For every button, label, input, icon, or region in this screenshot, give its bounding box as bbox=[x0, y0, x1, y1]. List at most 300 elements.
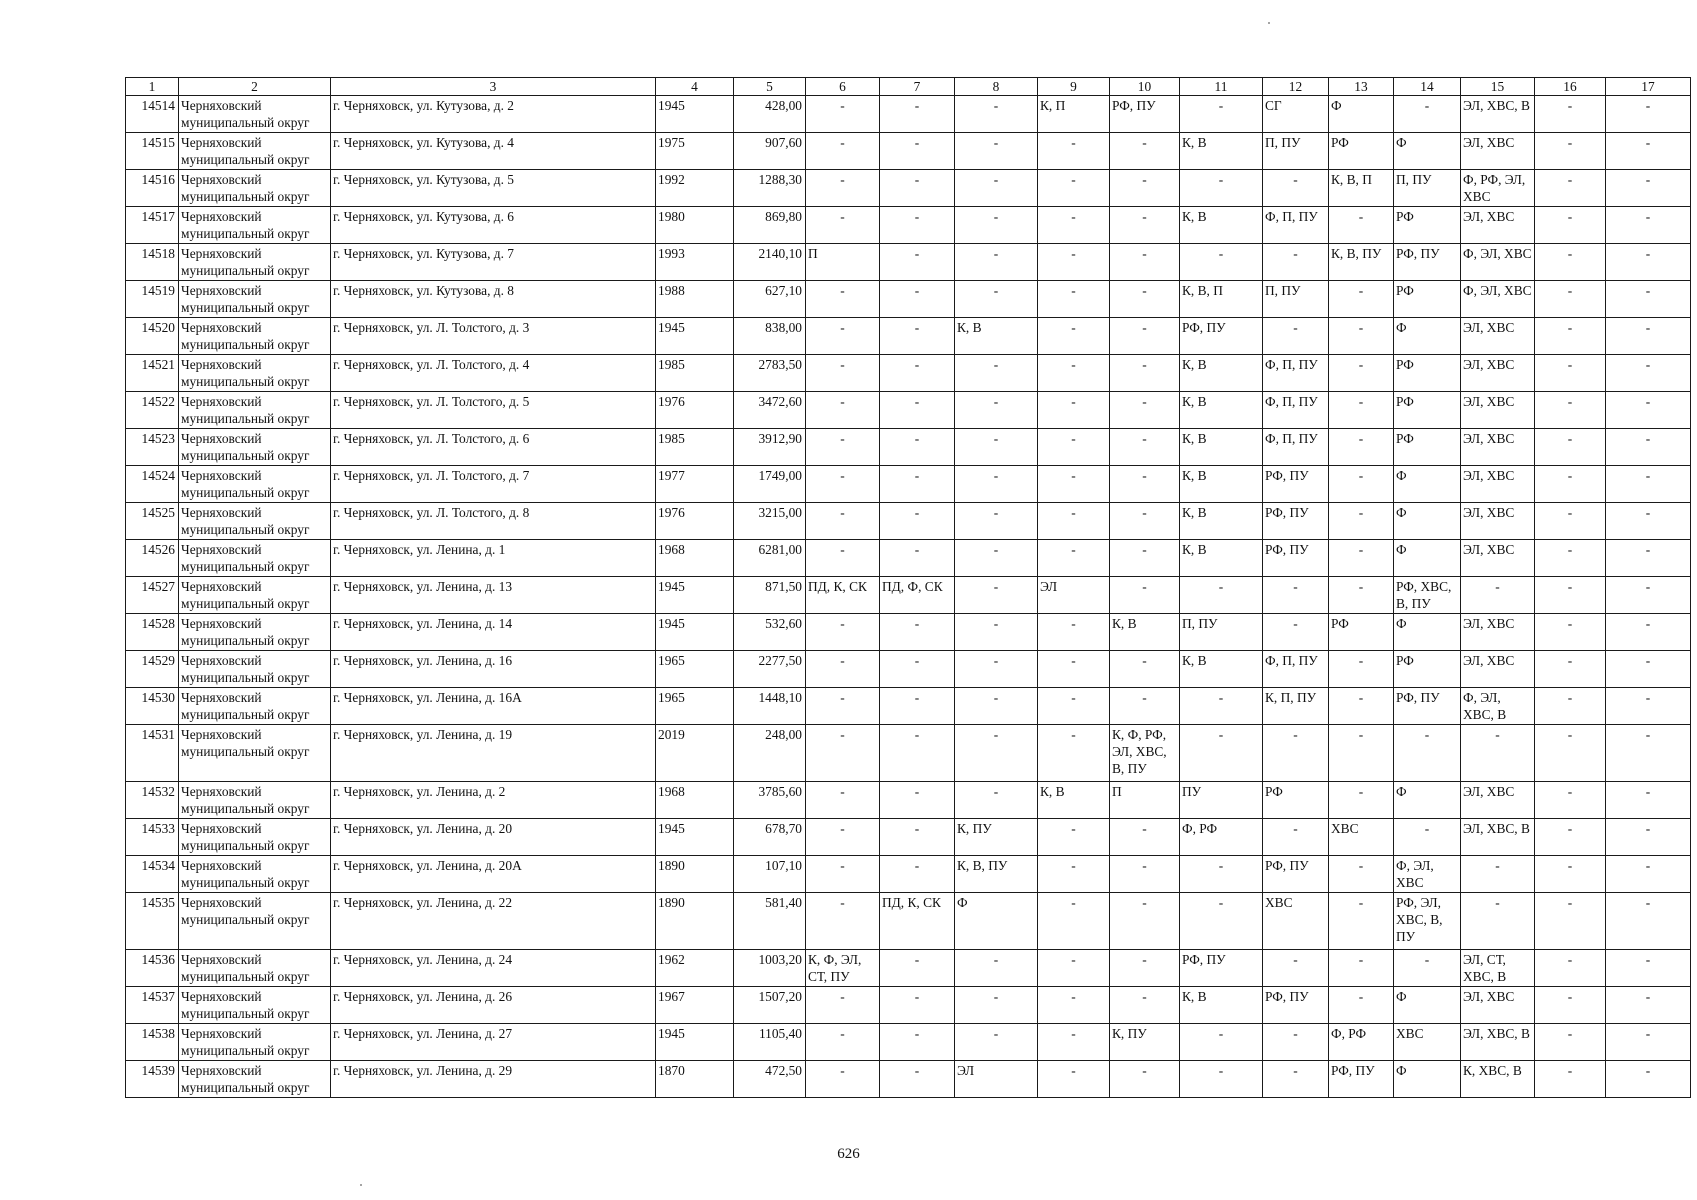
cell-c11: - bbox=[1180, 1024, 1263, 1061]
cell-district: Черняховский муниципальный округ bbox=[179, 429, 331, 466]
cell-c16: - bbox=[1535, 1024, 1606, 1061]
cell-district: Черняховский муниципальный округ bbox=[179, 1061, 331, 1098]
cell-year: 1965 bbox=[656, 688, 734, 725]
cell-id: 14521 bbox=[126, 355, 179, 392]
cell-c15: Ф, ЭЛ, ХВС bbox=[1461, 281, 1535, 318]
cell-year: 1945 bbox=[656, 318, 734, 355]
cell-id: 14538 bbox=[126, 1024, 179, 1061]
cell-district: Черняховский муниципальный округ bbox=[179, 318, 331, 355]
cell-c7: - bbox=[880, 318, 955, 355]
cell-c10: - bbox=[1110, 950, 1180, 987]
cell-c10: - bbox=[1110, 688, 1180, 725]
cell-c6: - bbox=[806, 207, 880, 244]
cell-id: 14514 bbox=[126, 96, 179, 133]
cell-c15: ЭЛ, ХВС, В bbox=[1461, 96, 1535, 133]
cell-c10: К, ПУ bbox=[1110, 1024, 1180, 1061]
cell-c15: - bbox=[1461, 893, 1535, 950]
cell-c13: - bbox=[1329, 207, 1394, 244]
cell-c10: - bbox=[1110, 170, 1180, 207]
cell-c7: - bbox=[880, 1024, 955, 1061]
cell-c11: - bbox=[1180, 1061, 1263, 1098]
cell-c6: - bbox=[806, 725, 880, 782]
table-row bbox=[126, 725, 1691, 782]
column-header-14: 14 bbox=[1394, 78, 1461, 96]
table-header bbox=[126, 78, 1691, 96]
cell-c6: ПД, К, СК bbox=[806, 577, 880, 614]
cell-c8: - bbox=[955, 950, 1038, 987]
cell-area: 428,00 bbox=[734, 96, 806, 133]
cell-c8: - bbox=[955, 614, 1038, 651]
cell-c15: - bbox=[1461, 725, 1535, 782]
cell-c15: ЭЛ, ХВС bbox=[1461, 782, 1535, 819]
cell-c8: - bbox=[955, 688, 1038, 725]
cell-district: Черняховский муниципальный округ bbox=[179, 392, 331, 429]
cell-c7: - bbox=[880, 207, 955, 244]
cell-c9: - bbox=[1038, 987, 1110, 1024]
cell-c11: Ф, РФ bbox=[1180, 819, 1263, 856]
cell-c9: - bbox=[1038, 688, 1110, 725]
cell-area: 678,70 bbox=[734, 819, 806, 856]
cell-c12: Ф, П, ПУ bbox=[1263, 392, 1329, 429]
cell-c9: К, П bbox=[1038, 96, 1110, 133]
cell-year: 1968 bbox=[656, 782, 734, 819]
cell-c11: - bbox=[1180, 244, 1263, 281]
cell-c7: - bbox=[880, 819, 955, 856]
cell-c16: - bbox=[1535, 429, 1606, 466]
cell-c6: - bbox=[806, 281, 880, 318]
cell-c6: - bbox=[806, 392, 880, 429]
cell-c15: ЭЛ, ХВС bbox=[1461, 614, 1535, 651]
cell-c11: - bbox=[1180, 96, 1263, 133]
cell-c11: - bbox=[1180, 725, 1263, 782]
cell-c16: - bbox=[1535, 1061, 1606, 1098]
cell-id: 14518 bbox=[126, 244, 179, 281]
cell-area: 1003,20 bbox=[734, 950, 806, 987]
cell-c15: ЭЛ, ХВС bbox=[1461, 987, 1535, 1024]
cell-id: 14535 bbox=[126, 893, 179, 950]
cell-id: 14539 bbox=[126, 1061, 179, 1098]
cell-c9: - bbox=[1038, 170, 1110, 207]
cell-id: 14523 bbox=[126, 429, 179, 466]
column-header-4: 4 bbox=[656, 78, 734, 96]
cell-year: 1890 bbox=[656, 856, 734, 893]
cell-c17: - bbox=[1606, 318, 1691, 355]
cell-c15: ЭЛ, ХВС bbox=[1461, 355, 1535, 392]
cell-c7: - bbox=[880, 614, 955, 651]
cell-c7: ПД, Ф, СК bbox=[880, 577, 955, 614]
cell-c11: - bbox=[1180, 893, 1263, 950]
cell-address: г. Черняховск, ул. Кутузова, д. 7 bbox=[331, 244, 656, 281]
cell-c12: РФ, ПУ bbox=[1263, 987, 1329, 1024]
cell-c12: РФ bbox=[1263, 782, 1329, 819]
cell-c17: - bbox=[1606, 614, 1691, 651]
cell-c10: - bbox=[1110, 540, 1180, 577]
cell-c16: - bbox=[1535, 856, 1606, 893]
cell-year: 1993 bbox=[656, 244, 734, 281]
cell-c6: К, Ф, ЭЛ, СТ, ПУ bbox=[806, 950, 880, 987]
cell-c6: - bbox=[806, 987, 880, 1024]
cell-c16: - bbox=[1535, 170, 1606, 207]
cell-year: 2019 bbox=[656, 725, 734, 782]
cell-c14: Ф bbox=[1394, 614, 1461, 651]
cell-c13: - bbox=[1329, 318, 1394, 355]
cell-c7: - bbox=[880, 725, 955, 782]
cell-area: 838,00 bbox=[734, 318, 806, 355]
cell-year: 1975 bbox=[656, 133, 734, 170]
cell-c10: - bbox=[1110, 1061, 1180, 1098]
table-row bbox=[126, 577, 1691, 614]
cell-c11: К, В bbox=[1180, 133, 1263, 170]
cell-c12: РФ, ПУ bbox=[1263, 540, 1329, 577]
cell-c12: П, ПУ bbox=[1263, 133, 1329, 170]
cell-area: 871,50 bbox=[734, 577, 806, 614]
cell-c9: - bbox=[1038, 540, 1110, 577]
column-header-1: 1 bbox=[126, 78, 179, 96]
table-row bbox=[126, 987, 1691, 1024]
cell-c17: - bbox=[1606, 207, 1691, 244]
cell-c9: - bbox=[1038, 392, 1110, 429]
cell-c9: - bbox=[1038, 133, 1110, 170]
cell-c13: - bbox=[1329, 355, 1394, 392]
cell-c10: - bbox=[1110, 577, 1180, 614]
cell-c6: - bbox=[806, 318, 880, 355]
cell-area: 1288,30 bbox=[734, 170, 806, 207]
cell-c14: П, ПУ bbox=[1394, 170, 1461, 207]
cell-c8: К, В, ПУ bbox=[955, 856, 1038, 893]
cell-c14: РФ, ПУ bbox=[1394, 688, 1461, 725]
cell-c12: ХВС bbox=[1263, 893, 1329, 950]
cell-address: г. Черняховск, ул. Л. Толстого, д. 6 bbox=[331, 429, 656, 466]
cell-c17: - bbox=[1606, 355, 1691, 392]
cell-c11: К, В bbox=[1180, 651, 1263, 688]
cell-c17: - bbox=[1606, 540, 1691, 577]
table-row bbox=[126, 782, 1691, 819]
cell-district: Черняховский муниципальный округ bbox=[179, 688, 331, 725]
cell-id: 14532 bbox=[126, 782, 179, 819]
cell-c14: - bbox=[1394, 96, 1461, 133]
cell-address: г. Черняховск, ул. Ленина, д. 13 bbox=[331, 577, 656, 614]
cell-c8: - bbox=[955, 207, 1038, 244]
cell-c9: ЭЛ bbox=[1038, 577, 1110, 614]
table-row bbox=[126, 96, 1691, 133]
table-row bbox=[126, 281, 1691, 318]
cell-c11: - bbox=[1180, 170, 1263, 207]
table-row bbox=[126, 392, 1691, 429]
cell-c12: - bbox=[1263, 725, 1329, 782]
cell-c14: Ф bbox=[1394, 782, 1461, 819]
cell-c17: - bbox=[1606, 429, 1691, 466]
cell-address: г. Черняховск, ул. Ленина, д. 26 bbox=[331, 987, 656, 1024]
cell-c10: - bbox=[1110, 244, 1180, 281]
cell-c6: - bbox=[806, 1061, 880, 1098]
cell-c13: - bbox=[1329, 950, 1394, 987]
cell-c13: ХВС bbox=[1329, 819, 1394, 856]
cell-c14: РФ bbox=[1394, 392, 1461, 429]
cell-address: г. Черняховск, ул. Ленина, д. 2 bbox=[331, 782, 656, 819]
cell-district: Черняховский муниципальный округ bbox=[179, 782, 331, 819]
cell-c11: К, В bbox=[1180, 355, 1263, 392]
cell-c15: ЭЛ, ХВС bbox=[1461, 503, 1535, 540]
cell-c7: - bbox=[880, 281, 955, 318]
table-row bbox=[126, 503, 1691, 540]
cell-area: 581,40 bbox=[734, 893, 806, 950]
cell-c8: К, В bbox=[955, 318, 1038, 355]
cell-address: г. Черняховск, ул. Ленина, д. 24 bbox=[331, 950, 656, 987]
table-row bbox=[126, 688, 1691, 725]
cell-c7: - bbox=[880, 244, 955, 281]
cell-c8: - bbox=[955, 133, 1038, 170]
cell-c13: - bbox=[1329, 540, 1394, 577]
cell-address: г. Черняховск, ул. Л. Толстого, д. 7 bbox=[331, 466, 656, 503]
cell-year: 1962 bbox=[656, 950, 734, 987]
cell-year: 1945 bbox=[656, 614, 734, 651]
cell-c11: РФ, ПУ bbox=[1180, 950, 1263, 987]
cell-c9: - bbox=[1038, 819, 1110, 856]
cell-c7: - bbox=[880, 688, 955, 725]
cell-c13: - bbox=[1329, 651, 1394, 688]
cell-c15: ЭЛ, ХВС bbox=[1461, 540, 1535, 577]
cell-c14: Ф bbox=[1394, 987, 1461, 1024]
cell-c17: - bbox=[1606, 725, 1691, 782]
column-header-6: 6 bbox=[806, 78, 880, 96]
cell-c16: - bbox=[1535, 503, 1606, 540]
cell-c9: - bbox=[1038, 950, 1110, 987]
header-row bbox=[126, 78, 1691, 96]
cell-c8: - bbox=[955, 392, 1038, 429]
cell-area: 6281,00 bbox=[734, 540, 806, 577]
cell-c11: П, ПУ bbox=[1180, 614, 1263, 651]
column-header-5: 5 bbox=[734, 78, 806, 96]
cell-address: г. Черняховск, ул. Кутузова, д. 4 bbox=[331, 133, 656, 170]
cell-id: 14517 bbox=[126, 207, 179, 244]
cell-year: 1965 bbox=[656, 651, 734, 688]
cell-id: 14527 bbox=[126, 577, 179, 614]
cell-c9: - bbox=[1038, 429, 1110, 466]
cell-c9: - bbox=[1038, 856, 1110, 893]
cell-id: 14534 bbox=[126, 856, 179, 893]
cell-c7: - bbox=[880, 503, 955, 540]
cell-c10: - bbox=[1110, 392, 1180, 429]
column-header-8: 8 bbox=[955, 78, 1038, 96]
cell-address: г. Черняховск, ул. Л. Толстого, д. 5 bbox=[331, 392, 656, 429]
cell-c7: - bbox=[880, 429, 955, 466]
cell-c11: РФ, ПУ bbox=[1180, 318, 1263, 355]
cell-c8: - bbox=[955, 987, 1038, 1024]
cell-address: г. Черняховск, ул. Кутузова, д. 2 bbox=[331, 96, 656, 133]
column-header-9: 9 bbox=[1038, 78, 1110, 96]
cell-c7: - bbox=[880, 987, 955, 1024]
cell-year: 1945 bbox=[656, 1024, 734, 1061]
cell-c13: - bbox=[1329, 893, 1394, 950]
cell-district: Черняховский муниципальный округ bbox=[179, 1024, 331, 1061]
table-row bbox=[126, 540, 1691, 577]
cell-c14: РФ bbox=[1394, 651, 1461, 688]
cell-c15: ЭЛ, ХВС bbox=[1461, 133, 1535, 170]
table-row bbox=[126, 244, 1691, 281]
cell-c13: - bbox=[1329, 466, 1394, 503]
table-row bbox=[126, 819, 1691, 856]
cell-id: 14528 bbox=[126, 614, 179, 651]
cell-c9: - bbox=[1038, 503, 1110, 540]
cell-c6: - bbox=[806, 614, 880, 651]
cell-c14: - bbox=[1394, 950, 1461, 987]
cell-district: Черняховский муниципальный округ bbox=[179, 614, 331, 651]
cell-year: 1976 bbox=[656, 503, 734, 540]
cell-c14: ХВС bbox=[1394, 1024, 1461, 1061]
cell-c9: - bbox=[1038, 614, 1110, 651]
cell-c17: - bbox=[1606, 987, 1691, 1024]
cell-c16: - bbox=[1535, 207, 1606, 244]
column-header-12: 12 bbox=[1263, 78, 1329, 96]
cell-c12: - bbox=[1263, 170, 1329, 207]
cell-c13: РФ bbox=[1329, 133, 1394, 170]
cell-c17: - bbox=[1606, 819, 1691, 856]
cell-c6: - bbox=[806, 355, 880, 392]
cell-c13: - bbox=[1329, 987, 1394, 1024]
cell-c17: - bbox=[1606, 133, 1691, 170]
cell-district: Черняховский муниципальный округ bbox=[179, 170, 331, 207]
cell-c17: - bbox=[1606, 1061, 1691, 1098]
cell-c7: - bbox=[880, 782, 955, 819]
housing-registry-table bbox=[125, 77, 1691, 1098]
cell-area: 532,60 bbox=[734, 614, 806, 651]
cell-c12: - bbox=[1263, 244, 1329, 281]
cell-c10: - bbox=[1110, 318, 1180, 355]
cell-c8: - bbox=[955, 244, 1038, 281]
cell-district: Черняховский муниципальный округ bbox=[179, 856, 331, 893]
cell-c16: - bbox=[1535, 893, 1606, 950]
cell-c10: - bbox=[1110, 466, 1180, 503]
column-header-13: 13 bbox=[1329, 78, 1394, 96]
cell-c9: - bbox=[1038, 355, 1110, 392]
cell-c6: - bbox=[806, 540, 880, 577]
cell-district: Черняховский муниципальный округ bbox=[179, 133, 331, 170]
cell-area: 2140,10 bbox=[734, 244, 806, 281]
cell-c16: - bbox=[1535, 987, 1606, 1024]
cell-c16: - bbox=[1535, 819, 1606, 856]
cell-c14: РФ bbox=[1394, 207, 1461, 244]
cell-c6: - bbox=[806, 170, 880, 207]
cell-c14: РФ bbox=[1394, 281, 1461, 318]
cell-address: г. Черняховск, ул. Ленина, д. 16А bbox=[331, 688, 656, 725]
cell-c17: - bbox=[1606, 503, 1691, 540]
cell-c10: - bbox=[1110, 429, 1180, 466]
cell-c14: Ф bbox=[1394, 133, 1461, 170]
cell-c10: - bbox=[1110, 133, 1180, 170]
cell-c12: - bbox=[1263, 819, 1329, 856]
cell-c9: К, В bbox=[1038, 782, 1110, 819]
cell-c17: - bbox=[1606, 1024, 1691, 1061]
cell-c11: К, В bbox=[1180, 466, 1263, 503]
cell-c13: - bbox=[1329, 725, 1394, 782]
table-row bbox=[126, 893, 1691, 950]
cell-c15: Ф, ЭЛ, ХВС bbox=[1461, 244, 1535, 281]
cell-c13: - bbox=[1329, 688, 1394, 725]
cell-c10: - bbox=[1110, 819, 1180, 856]
cell-c8: - bbox=[955, 281, 1038, 318]
cell-c16: - bbox=[1535, 614, 1606, 651]
scan-speck bbox=[360, 1184, 362, 1186]
document-table-container bbox=[125, 77, 1670, 1098]
cell-c14: РФ, ЭЛ, ХВС, В, ПУ bbox=[1394, 893, 1461, 950]
cell-c8: - bbox=[955, 577, 1038, 614]
cell-c11: К, В bbox=[1180, 540, 1263, 577]
cell-c9: - bbox=[1038, 466, 1110, 503]
cell-c15: Ф, ЭЛ, ХВС, В bbox=[1461, 688, 1535, 725]
cell-c17: - bbox=[1606, 651, 1691, 688]
cell-c14: РФ, ПУ bbox=[1394, 244, 1461, 281]
cell-c15: ЭЛ, СТ, ХВС, В bbox=[1461, 950, 1535, 987]
cell-c10: - bbox=[1110, 893, 1180, 950]
cell-c8: - bbox=[955, 651, 1038, 688]
cell-c11: К, В bbox=[1180, 207, 1263, 244]
table-row bbox=[126, 950, 1691, 987]
cell-area: 3472,60 bbox=[734, 392, 806, 429]
cell-c12: Ф, П, ПУ bbox=[1263, 429, 1329, 466]
column-header-17: 17 bbox=[1606, 78, 1691, 96]
cell-c14: Ф, ЭЛ, ХВС bbox=[1394, 856, 1461, 893]
cell-c10: - bbox=[1110, 207, 1180, 244]
cell-id: 14536 bbox=[126, 950, 179, 987]
cell-c16: - bbox=[1535, 950, 1606, 987]
cell-c12: - bbox=[1263, 614, 1329, 651]
table-body bbox=[126, 96, 1691, 1098]
cell-year: 1992 bbox=[656, 170, 734, 207]
column-header-2: 2 bbox=[179, 78, 331, 96]
cell-c6: - bbox=[806, 1024, 880, 1061]
cell-c6: - bbox=[806, 466, 880, 503]
scan-speck bbox=[1268, 22, 1270, 24]
cell-address: г. Черняховск, ул. Ленина, д. 14 bbox=[331, 614, 656, 651]
cell-c17: - bbox=[1606, 893, 1691, 950]
cell-c15: Ф, РФ, ЭЛ, ХВС bbox=[1461, 170, 1535, 207]
cell-c11: К, В bbox=[1180, 503, 1263, 540]
cell-c10: - bbox=[1110, 856, 1180, 893]
cell-address: г. Черняховск, ул. Кутузова, д. 8 bbox=[331, 281, 656, 318]
cell-address: г. Черняховск, ул. Л. Толстого, д. 3 bbox=[331, 318, 656, 355]
cell-c14: - bbox=[1394, 819, 1461, 856]
cell-c15: ЭЛ, ХВС bbox=[1461, 392, 1535, 429]
cell-district: Черняховский муниципальный округ bbox=[179, 466, 331, 503]
cell-c17: - bbox=[1606, 466, 1691, 503]
cell-area: 627,10 bbox=[734, 281, 806, 318]
cell-c7: - bbox=[880, 170, 955, 207]
cell-c8: - bbox=[955, 429, 1038, 466]
column-header-3: 3 bbox=[331, 78, 656, 96]
cell-c11: К, В bbox=[1180, 392, 1263, 429]
cell-c16: - bbox=[1535, 355, 1606, 392]
cell-area: 907,60 bbox=[734, 133, 806, 170]
cell-area: 1448,10 bbox=[734, 688, 806, 725]
cell-district: Черняховский муниципальный округ bbox=[179, 540, 331, 577]
cell-c10: - bbox=[1110, 355, 1180, 392]
cell-id: 14526 bbox=[126, 540, 179, 577]
cell-area: 248,00 bbox=[734, 725, 806, 782]
cell-c6: - bbox=[806, 651, 880, 688]
cell-id: 14524 bbox=[126, 466, 179, 503]
cell-address: г. Черняховск, ул. Л. Толстого, д. 8 bbox=[331, 503, 656, 540]
table-row bbox=[126, 1061, 1691, 1098]
cell-district: Черняховский муниципальный округ bbox=[179, 244, 331, 281]
cell-area: 2277,50 bbox=[734, 651, 806, 688]
cell-c6: - bbox=[806, 893, 880, 950]
cell-c16: - bbox=[1535, 577, 1606, 614]
cell-district: Черняховский муниципальный округ bbox=[179, 281, 331, 318]
cell-district: Черняховский муниципальный округ bbox=[179, 893, 331, 950]
cell-c17: - bbox=[1606, 856, 1691, 893]
cell-c16: - bbox=[1535, 133, 1606, 170]
cell-year: 1985 bbox=[656, 355, 734, 392]
